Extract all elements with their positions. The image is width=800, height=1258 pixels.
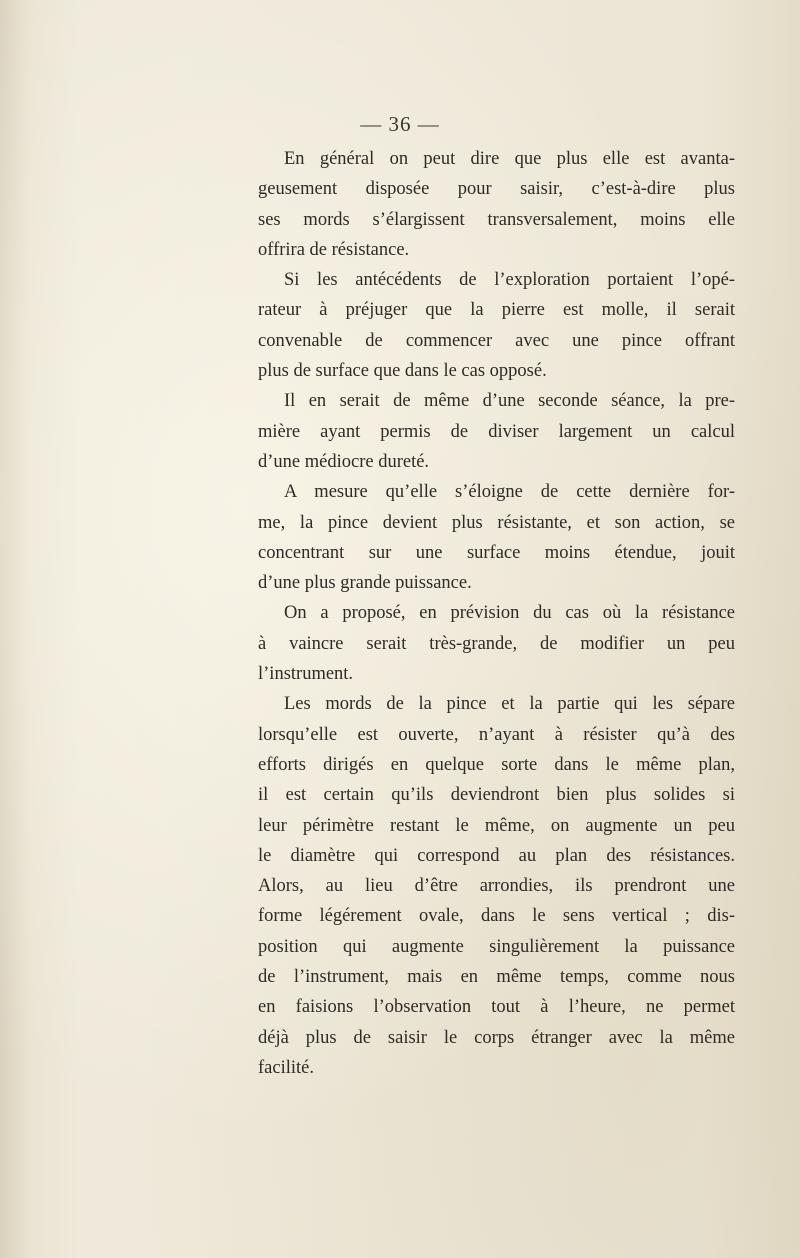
text-line: position qui augmente singulièrement la puissance — [258, 936, 735, 957]
text-line: me, la pince devient plus résistante, et son action, se — [258, 512, 735, 533]
text-line: ses mords s’élargissent transversalement, moins elle — [258, 209, 735, 230]
text-line: convenable de commencer avec une pince offrant — [258, 330, 735, 351]
text-line: On a proposé, en prévision du cas où la résistance — [284, 603, 735, 624]
text-line: leur périmètre restant le même, on augmente un peu — [258, 815, 735, 836]
text-line: concentrant sur une surface moins étendue, jouit — [258, 542, 735, 563]
body-text — [258, 144, 735, 1083]
text-line: le diamètre qui correspond au plan des résistances. — [258, 845, 735, 866]
text-line: d’une médiocre dureté. — [258, 451, 430, 472]
text-line: forme légérement ovale, dans le sens vertical ; dis- — [258, 906, 735, 927]
text-line: rateur à préjuger que la pierre est molle, il serait — [258, 300, 735, 321]
text-line: à vaincre serait très-grande, de modifier un peu — [258, 633, 735, 654]
text-line: de l’instrument, mais en même temps, comme nous — [258, 967, 735, 988]
text-line: offrira de résistance. — [258, 239, 410, 260]
text-line: en faisions l’observation tout à l’heure, ne permet — [258, 997, 735, 1018]
text-line: facilité. — [258, 1057, 314, 1078]
text-line: efforts dirigés en quelque sorte dans le même plan, — [258, 754, 735, 775]
page-number: — 36 — — [360, 112, 440, 136]
text-line: Il en serait de même d’une seconde séance, la pre- — [284, 391, 735, 412]
text-line: il est certain qu’ils deviendront bien plus solides si — [258, 785, 735, 806]
text-line: Si les antécédents de l’exploration portaient l’opé- — [284, 270, 735, 291]
text-line: l’instrument. — [258, 664, 354, 685]
text-line: mière ayant permis de diviser largement un calcul — [258, 421, 735, 442]
text-line: Alors, au lieu d’être arrondies, ils prendront une — [258, 876, 735, 897]
text-line: geusement disposée pour saisir, c’est-à-dire plus — [258, 179, 735, 200]
text-line: d’une plus grande puissance. — [258, 573, 472, 594]
text-line: Les mords de la pince et la partie qui les sépare — [284, 694, 735, 715]
text-line: plus de surface que dans le cas opposé. — [258, 361, 547, 382]
text-line: lorsqu’elle est ouverte, n’ayant à résister qu’à des — [258, 724, 735, 745]
text-line: En général on peut dire que plus elle est avanta- — [284, 149, 735, 169]
text-line: A mesure qu’elle s’éloigne de cette dernière for- — [284, 482, 735, 503]
text-line: déjà plus de saisir le corps étranger avec la même — [258, 1027, 735, 1048]
